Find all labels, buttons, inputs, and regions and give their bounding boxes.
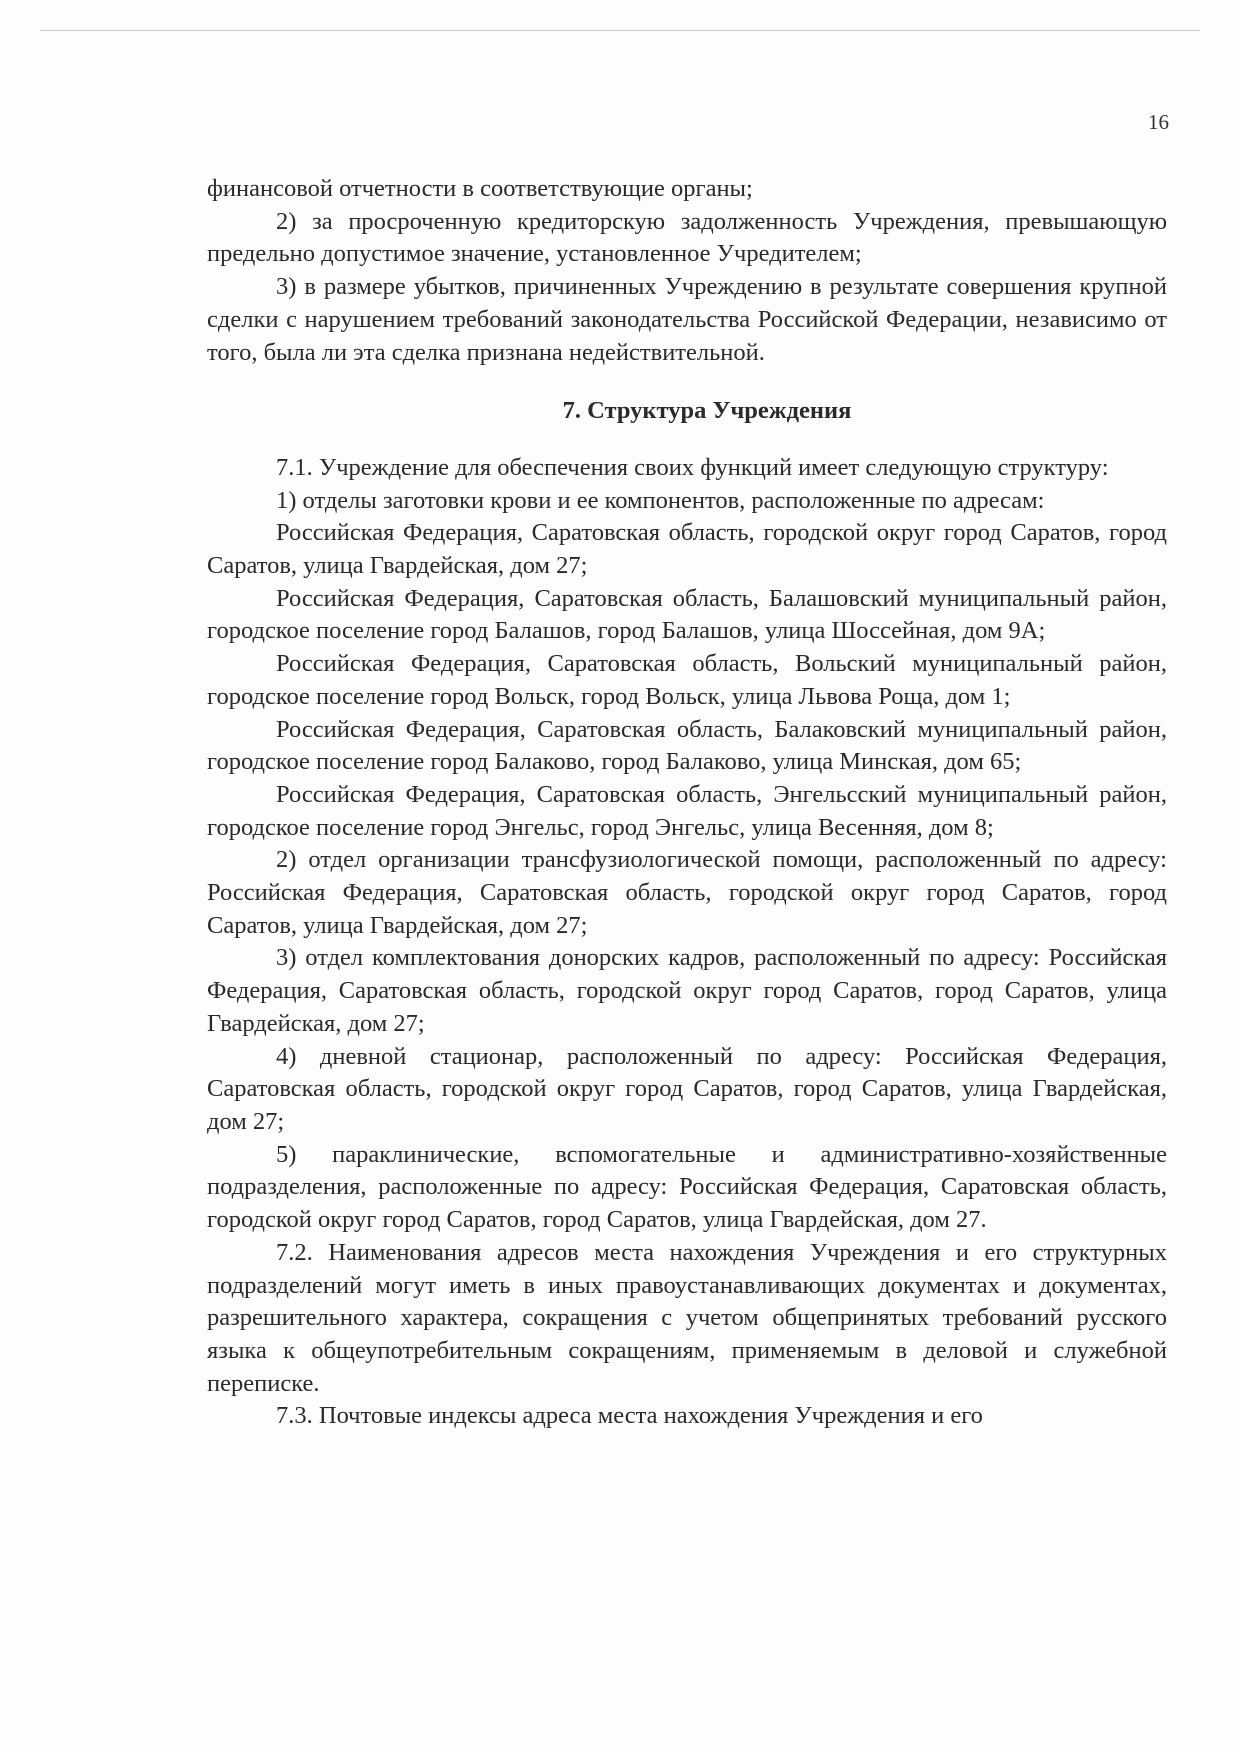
paragraph: 2) отдел организации трансфузиологической помощи, расположенный по адресу: Российская Федерация, Саратовская область, городской округ город Саратов, город Саратов, улица Гвардейская, дом 27; (207, 846, 1167, 939)
paragraph: финансовой отчетности в соответствующие органы; (207, 175, 753, 202)
paragraph: Российская Федерация, Саратовская область, Вольский муниципальный район, городское поселение город Вольск, город Вольск, улица Львова Роща, дом 1; (207, 650, 1167, 710)
paragraph: Российская Федерация, Саратовская область, Балашовский муниципальный район, городское поселение город Балашов, город Балашов, улица Шоссейная, дом 9А; (207, 584, 1167, 645)
scan-edge-line (40, 30, 1200, 31)
paragraph: Российская Федерация, Саратовская область, городской округ город Саратов, город Саратов, улица Гвардейская, дом 27; (207, 519, 1167, 580)
paragraph: 1) отделы заготовки крови и ее компонентов, расположенные по адресам: (276, 486, 1045, 514)
paragraph: 7.2. Наименования адресов места нахождения Учреждения и его структурных подразделений могут иметь в иных правоустанавливающих документах и документах, разрешительного характера, сокращения с учетом общепринятых требований русского языка к общеупотребительным сокращениям, применяемым в деловой и служебной переписке. (207, 1238, 1167, 1397)
paragraph: Российская Федерация, Саратовская область, Энгельсский муниципальный район, городское поселение город Энгельс, город Энгельс, улица Весенняя, дом 8; (207, 780, 1167, 841)
page-number: 16 (1148, 110, 1169, 134)
paragraphs-before (207, 173, 1167, 369)
paragraph: 2) за просроченную кредиторскую задолженность Учреждения, превышающую предельно допустимое значение, установленное Учредителем; (207, 207, 1167, 268)
document-body (207, 173, 1167, 1433)
paragraph: 7.1. Учреждение для обеспечения своих функций имеет следующую структуру: (276, 453, 1109, 481)
paragraph: 5) параклинические, вспомогательные и административно-хозяйственные подразделения, расположенные по адресу: Российская Федерация, Саратовская область, городской округ город Саратов, город Саратов, улица Гвардейская, дом 27. (207, 1140, 1167, 1234)
section-heading: 7. Структура Учреждения (562, 397, 852, 425)
paragraph: Российская Федерация, Саратовская область, Балаковский муниципальный район, городское поселение город Балаково, город Балаково, улица Минская, дом 65; (207, 715, 1167, 776)
paragraphs-after (207, 452, 1167, 1433)
paragraph: 7.3. Почтовые индексы адреса места нахождения Учреждения и его (276, 1402, 983, 1430)
paragraph: 3) в размере убытков, причиненных Учреждению в результате совершения крупной сделки с нарушением требований законодательства Российской Федерации, независимо от того, была ли эта сделка признана недействительной. (207, 273, 1167, 366)
paragraph: 3) отдел комплектования донорских кадров, расположенный по адресу: Российская Федерация, Саратовская область, городской округ город Саратов, город Саратов, улица Гвардейская, дом 27; (207, 944, 1167, 1037)
paragraph: 4) дневной стационар, расположенный по адресу: Российская Федерация, Саратовская область, городской округ город Саратов, город Саратов, улица Гвардейская, дом 27; (207, 1042, 1167, 1135)
